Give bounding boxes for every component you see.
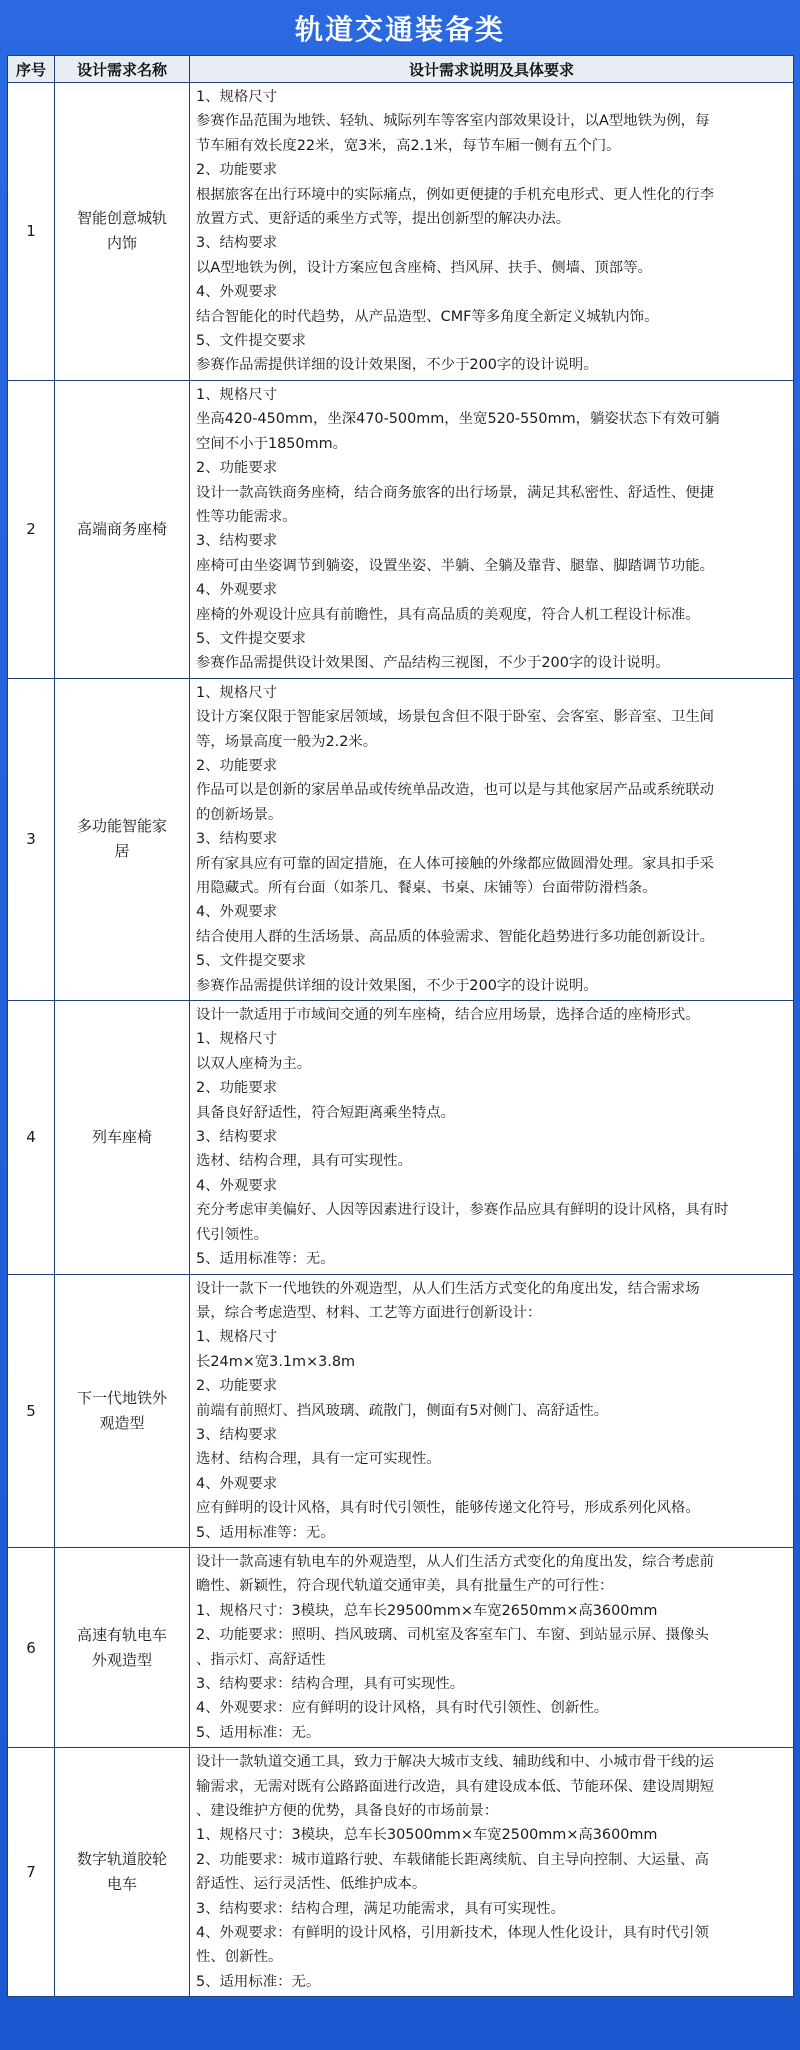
description-line: 空间不小于1850mm。: [196, 435, 348, 452]
description-line: 、建设维护方便的优势，具备良好的市场前景：: [196, 1803, 499, 1820]
description-line: 设计一款高速有轨电车的外观造型，从人们生活方式变化的角度出发，综合考虑前: [196, 1553, 715, 1570]
description-line: 1、规格尺寸: [196, 684, 278, 701]
header-description: 设计需求说明及具体要求: [190, 56, 794, 83]
description-line: 舒适性、运行灵活性、低维护成本。: [196, 1876, 427, 1893]
row-description: [190, 1001, 794, 1274]
description-line: 参赛作品需提供设计效果图、产品结构三视图，不少于200字的设计说明。: [196, 655, 670, 672]
row-description: [190, 678, 794, 1000]
page-title: 轨道交通装备类: [294, 13, 505, 46]
table-row: [8, 83, 794, 381]
description-line: 5、适用标准：无。: [196, 1973, 321, 1990]
description-line: 2、功能要求: [196, 1080, 278, 1097]
description-line: 坐高420-450mm，坐深470-500mm，坐宽520-550mm，躺姿状态下有效可躺: [196, 411, 720, 428]
description-line: 5、文件提交要求: [196, 630, 306, 647]
row-index: 6: [8, 1547, 55, 1747]
table-header-row: [8, 56, 794, 83]
row-name: [55, 1001, 190, 1274]
description-line: 参赛作品范围为地铁、轻轨、城际列车等客室内部效果设计，以A型地铁为例，每: [196, 113, 710, 130]
row-index: 3: [8, 678, 55, 1000]
description-line: 、指示灯、高舒适性: [196, 1651, 326, 1668]
description-line: 应有鲜明的设计风格，具有时代引领性，能够传递文化符号，形成系列化风格。: [196, 1500, 700, 1517]
description-line: 用隐藏式。所有台面（如茶几、餐桌、书桌、床铺等）台面带防滑档条。: [196, 880, 657, 896]
description-line: 的创新场景。: [196, 806, 283, 823]
description-line: 1、规格尺寸: [196, 89, 278, 105]
description-line: 2、功能要求: [196, 460, 278, 477]
row-name-line: 观造型: [99, 1413, 145, 1432]
table-row: [8, 1547, 794, 1747]
description-line: 以双人座椅为主。: [196, 1055, 312, 1072]
description-line: 5、文件提交要求: [196, 333, 306, 350]
description-line: 5、文件提交要求: [196, 953, 306, 970]
description-line: 1、规格尺寸: [196, 386, 278, 403]
requirements-table: [7, 55, 794, 1997]
description-line: 性等功能需求。: [196, 508, 297, 525]
row-name-line: 外观造型: [91, 1650, 152, 1669]
row-name-line: 列车座椅: [91, 1127, 152, 1146]
description-line: 所有家具应有可靠的固定措施，在人体可接触的外缘都应做圆滑处理。家具扣手采: [196, 855, 715, 872]
description-line: 4、外观要求: [196, 284, 278, 301]
row-description: [190, 380, 794, 678]
description-line: 4、外观要求: [196, 1475, 278, 1492]
description-line: 放置方式、更舒适的乘坐方式等，提出创新型的解决办法。: [196, 211, 571, 228]
description-line: 1、规格尺寸：3模块，总车长30500mm×车宽2500mm×高3600mm: [196, 1827, 658, 1844]
description-line: 具备良好舒适性，符合短距离乘坐特点。: [196, 1104, 456, 1121]
description-line: 景，综合考虑造型、材料、工艺等方面进行创新设计：: [196, 1304, 542, 1321]
description-line: 5、适用标准：无。: [196, 1724, 321, 1741]
row-name-line: 下一代地铁外: [76, 1388, 167, 1407]
description-line: 参赛作品需提供详细的设计效果图，不少于200字的设计说明。: [196, 357, 598, 374]
description-line: 输需求，无需对既有公路路面进行改造，具有建设成本低、节能环保、建设周期短: [196, 1778, 715, 1795]
row-index: 7: [8, 1748, 55, 1997]
description-line: 设计方案仅限于智能家居领域，场景包含但不限于卧室、会客室、影音室、卫生间: [196, 709, 715, 726]
description-line: 4、外观要求：应有鲜明的设计风格，具有时代引领性、创新性。: [196, 1700, 609, 1717]
description-line: 3、结构要求: [196, 1426, 278, 1443]
description-line: 座椅可由坐姿调节到躺姿，设置坐姿、半躺、全躺及靠背、腿靠、脚踏调节功能。: [196, 557, 715, 574]
description-line: 结合智能化的时代趋势，从产品造型、CMF等多角度全新定义城轨内饰。: [196, 308, 659, 325]
description-line: 以A型地铁为例，设计方案应包含座椅、挡风屏、扶手、侧墙、顶部等。: [196, 259, 652, 276]
row-name: [55, 678, 190, 1000]
description-line: 5、适用标准等：无。: [196, 1524, 335, 1541]
description-line: 充分考虑审美偏好、人因等因素进行设计，参赛作品应具有鲜明的设计风格，具有时: [196, 1202, 729, 1219]
description-line: 3、结构要求：结构合理，具有可实现性。: [196, 1676, 465, 1692]
row-name-line: 多功能智能家: [76, 817, 167, 836]
description-line: 作品可以是创新的家居单品或传统单品改造，也可以是与其他家居产品或系统联动: [196, 782, 715, 799]
row-name-line: 居: [114, 842, 130, 861]
description-line: 长24m×宽3.1m×3.8m: [196, 1353, 356, 1370]
row-description: [190, 1748, 794, 1997]
row-name: [55, 380, 190, 678]
row-name: [55, 1547, 190, 1747]
table-row: [8, 678, 794, 1000]
table-row: [8, 380, 794, 678]
description-line: 前端有前照灯、挡风玻璃、疏散门，侧面有5对侧门、高舒适性。: [196, 1402, 609, 1419]
row-description: [190, 1274, 794, 1547]
description-line: 3、结构要求: [196, 1129, 278, 1146]
row-index: 2: [8, 380, 55, 678]
description-line: 设计一款适用于市域间交通的列车座椅，结合应用场景，选择合适的座椅形式。: [196, 1007, 700, 1024]
row-index: 4: [8, 1001, 55, 1274]
description-line: 4、外观要求: [196, 904, 278, 921]
description-line: 1、规格尺寸: [196, 1031, 278, 1048]
description-line: 3、结构要求: [196, 533, 278, 550]
description-line: 设计一款高铁商务座椅，结合商务旅客的出行场景，满足其私密性、舒适性、便捷: [196, 484, 715, 501]
description-line: 等，场景高度一般为2.2米。: [196, 733, 378, 750]
table-row: [8, 1274, 794, 1547]
description-line: 1、规格尺寸: [196, 1329, 278, 1346]
description-line: 2、功能要求: [196, 1378, 278, 1395]
table-row: [8, 1748, 794, 1997]
description-line: 性、创新性。: [196, 1949, 283, 1966]
description-line: 选材、结构合理，具有可实现性。: [196, 1153, 412, 1170]
row-name-line: 内饰: [106, 234, 137, 253]
description-line: 2、功能要求：照明、挡风玻璃、司机室及客室车门、车窗、到站显示屏、摄像头: [196, 1627, 709, 1644]
description-line: 结合使用人群的生活场景、高品质的体验需求、智能化趋势进行多功能创新设计。: [196, 928, 715, 945]
row-description: [190, 83, 794, 381]
description-line: 参赛作品需提供详细的设计效果图，不少于200字的设计说明。: [196, 977, 598, 994]
description-line: 1、规格尺寸：3模块，总车长29500mm×车宽2650mm×高3600mm: [196, 1602, 658, 1619]
table-row: [8, 1001, 794, 1274]
row-name-line: 数字轨道胶轮: [76, 1850, 167, 1869]
description-line: 节车厢有效长度22米，宽3米，高2.1米，每节车厢一侧有五个门。: [196, 137, 621, 154]
description-line: 根据旅客在出行环境中的实际痛点，例如更便捷的手机充电形式、更人性化的行李: [196, 186, 715, 203]
row-name-line: 智能创意城轨: [76, 209, 167, 228]
description-line: 设计一款轨道交通工具，致力于解决大城市支线、辅助线和中、小城市骨干线的运: [196, 1754, 715, 1771]
row-name-line: 高端商务座椅: [76, 519, 167, 538]
description-line: 4、外观要求：有鲜明的设计风格，引用新技术，体现人性化设计，具有时代引领: [196, 1925, 709, 1942]
description-line: 3、结构要求: [196, 831, 278, 848]
row-name-line: 电车: [106, 1875, 137, 1894]
description-line: 2、功能要求: [196, 162, 278, 179]
row-name: [55, 83, 190, 381]
row-description: [190, 1547, 794, 1747]
description-line: 5、适用标准等：无。: [196, 1251, 335, 1268]
row-name: [55, 1274, 190, 1547]
description-line: 4、外观要求: [196, 1177, 278, 1194]
description-line: 2、功能要求: [196, 757, 278, 774]
description-line: 座椅的外观设计应具有前瞻性，具有高品质的美观度，符合人机工程设计标准。: [196, 606, 700, 623]
row-name: [55, 1748, 190, 1997]
description-line: 瞻性、新颖性，符合现代轨道交通审美，具有批量生产的可行性：: [196, 1578, 614, 1595]
header-name: 设计需求名称: [55, 56, 190, 83]
description-line: 2、功能要求：城市道路行驶、车载储能长距离续航、自主导向控制、大运量、高: [196, 1851, 709, 1868]
description-line: 代引领性。: [196, 1226, 268, 1243]
row-index: 1: [8, 83, 55, 381]
description-line: 选材、结构合理，具有一定可实现性。: [196, 1451, 441, 1468]
description-line: 3、结构要求: [196, 235, 278, 252]
row-name-line: 高速有轨电车: [76, 1625, 167, 1644]
description-line: 4、外观要求: [196, 582, 278, 599]
description-line: 3、结构要求：结构合理，满足功能需求，具有可实现性。: [196, 1900, 565, 1917]
header-index: 序号: [8, 56, 55, 83]
description-line: 设计一款下一代地铁的外观造型，从人们生活方式变化的角度出发，结合需求场: [196, 1280, 700, 1297]
row-index: 5: [8, 1274, 55, 1547]
